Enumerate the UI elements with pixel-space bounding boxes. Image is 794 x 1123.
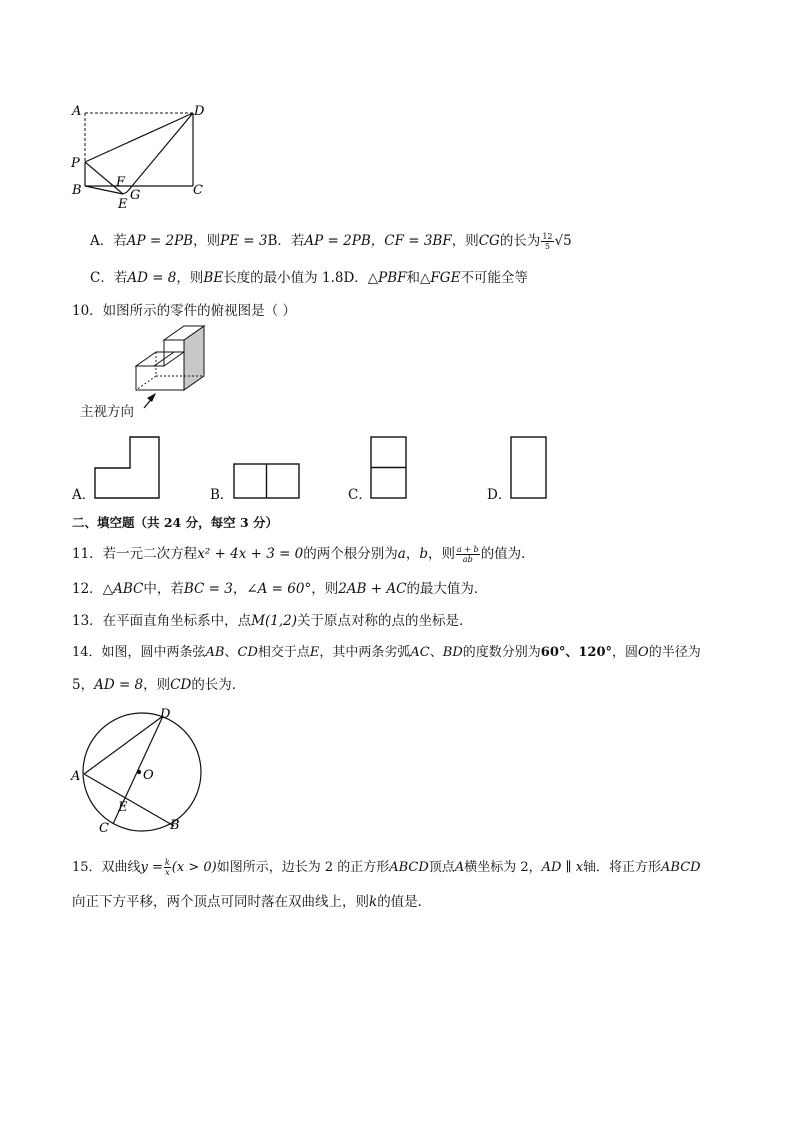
q14-question-line1: 14．如图，圆中两条弦AB、CD相交于点E，其中两条劣弧AC、BD的度数分别为60°、120°，圆O的半径为 — [72, 645, 701, 660]
q10-option-a-label: A． — [72, 487, 96, 503]
segment-pd — [85, 113, 193, 162]
view-arrow-head — [147, 393, 156, 402]
q10-option-c-shape — [370, 436, 408, 500]
chord-ab — [84, 774, 174, 826]
section-title-fill-in: 二、填空题（共 24 分，每空 3 分） — [72, 515, 279, 530]
label-b2: B — [170, 818, 180, 833]
q10-option-b-shape — [233, 463, 301, 500]
q15-question-line2: 向正下方平移，两个顶点可同时落在双曲线上，则k的值是． — [72, 894, 432, 910]
label-a: A — [72, 104, 82, 119]
figure-circle-chords — [68, 702, 218, 838]
q10-option-b-label: B． — [210, 487, 234, 503]
step-top-face — [136, 352, 174, 366]
q10-option-a-shape — [94, 436, 162, 500]
q9-options-line2: C．若AD = 8，则BE长度的最小值为 1.8D．△PBF和△FGE不可能全等 — [90, 270, 528, 286]
label-c: C — [193, 183, 203, 198]
label-e: E — [118, 197, 128, 212]
hidden-3 — [136, 376, 156, 390]
q14-question-line2: 5，AD = 8，则CD的长为． — [72, 677, 246, 693]
segment-eg — [123, 192, 127, 194]
q10-option-d-label: D． — [487, 487, 512, 503]
segment-dg — [127, 113, 193, 192]
view-direction-label: 主视方向 — [80, 404, 134, 420]
label-d2: D — [160, 707, 171, 722]
q13-question: 13．在平面直角坐标系中，点M(1,2)关于原点对称的点的坐标是． — [72, 613, 473, 629]
q12-question: 12．△ABC中，若BC = 3，∠A = 60°，则2AB + AC的最大值为． — [72, 581, 488, 597]
center-dot — [137, 770, 141, 774]
figure-rectangle-abcd — [68, 100, 218, 215]
fraction-12-5: $\frac{12}{5}$ — [542, 232, 553, 251]
q15-question-line1: 15．双曲线y = $\frac{k}{x}$ (x > 0)如图所示，边长为 2 的正方形ABCD顶点A横坐标为 2，AD ∥ x轴．将正方形ABCD — [72, 858, 701, 877]
label-g: G — [130, 188, 141, 203]
q10-question: 10．如图所示的零件的俯视图是（ ） — [72, 303, 296, 319]
fraction-apb-ab: $\frac{a + b}{ab}$ — [457, 545, 479, 564]
label-e2: E — [118, 800, 128, 815]
q10-option-d-shape — [510, 436, 548, 500]
chord-ad — [84, 716, 163, 774]
q11-question: 11．若一元二次方程x² + 4x + 3 = 0的两个根分别为a，b，则 $\frac{a + b}{ab}$ 的值为． — [72, 545, 535, 564]
label-o: O — [143, 768, 154, 783]
fraction-k-x: $\frac{k}{x}$ — [164, 858, 170, 877]
label-a2: A — [71, 769, 81, 784]
label-c2: C — [99, 821, 109, 836]
label-d: D — [194, 104, 205, 119]
label-p: P — [71, 156, 80, 171]
label-f: F — [116, 175, 126, 190]
q10-option-c-label: C． — [348, 487, 372, 503]
label-b: B — [72, 183, 82, 198]
q9-options-line1: A．若AP = 2PB，则PE = 3B．若AP = 2PB，CF = 3BF，则CG的长为 $\frac{12}{5}$ √5 — [90, 232, 572, 251]
figure-3d-part — [130, 322, 215, 414]
